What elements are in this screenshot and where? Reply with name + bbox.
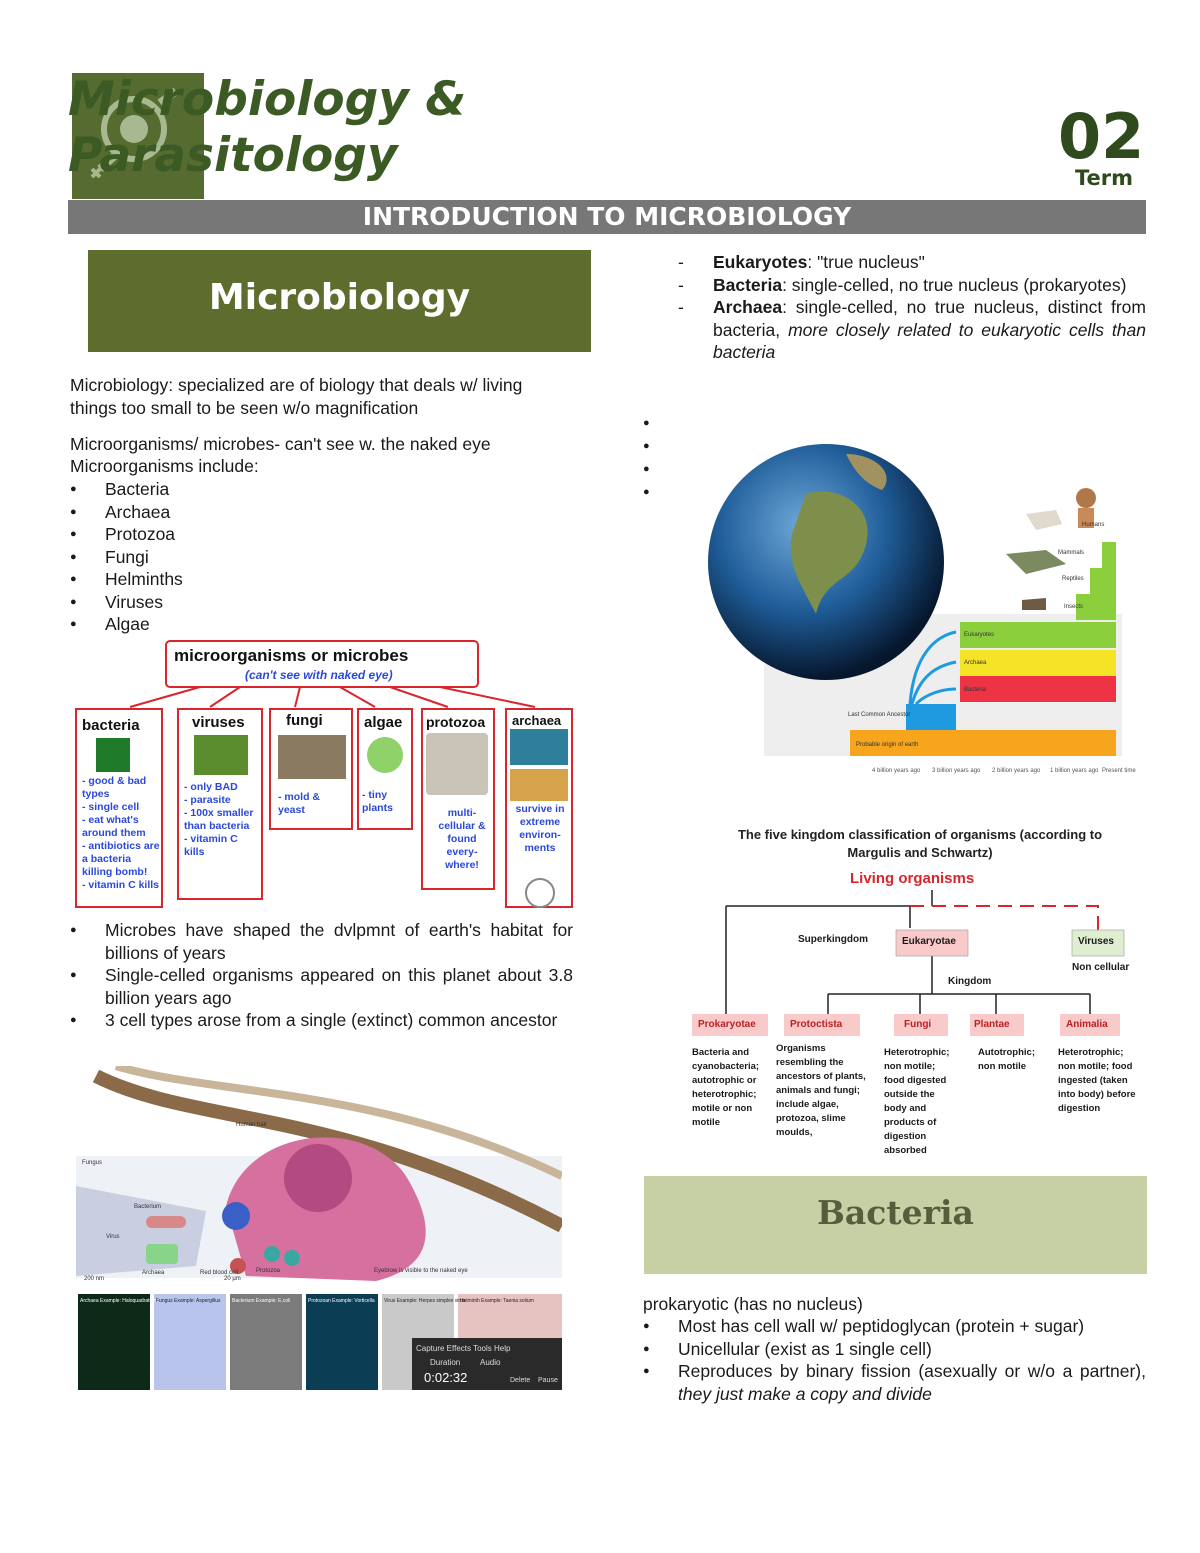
bacteria-intro: prokaryotic (has no nucleus): [643, 1294, 863, 1314]
scale-label-human-hair: Human hair: [236, 1122, 268, 1128]
group-notes-fungi: - mold & yeast: [278, 791, 320, 816]
scale-label-200nm: 200 nm: [84, 1276, 105, 1282]
microbes-diagram: [70, 637, 575, 910]
desc-archaea: : single-celled, no true nucleus, distinct from bacteria,: [713, 297, 1146, 340]
microbe-scale-figure: [76, 1066, 562, 1390]
course-title: [68, 72, 628, 184]
kingdom-root: Living organisms: [850, 870, 975, 887]
timeline-label-humans: Humans: [1082, 522, 1105, 528]
timeline-axis-4b: 4 billion years ago: [872, 768, 921, 774]
kingdom-desc-fungi: Heterotrophic; non motile; food digested outside the body and products of digestion absorbed: [884, 1047, 950, 1156]
evolution-timeline-figure: [706, 414, 1136, 796]
list-item: ● Algae: [70, 613, 470, 636]
kingdom-name-animalia: Animalia: [1066, 1019, 1108, 1030]
term-eukaryotes: Eukaryotes: [713, 252, 808, 272]
bacteria-item-text: Reproduces by binary fission (asexually or w/o a partner),: [678, 1361, 1146, 1381]
list-item: - Archaea: single-celled, no true nucleus, distinct from bacteria, more closely related to eukaryotic cells than bacteria: [678, 297, 1146, 362]
kingdom-name-prokaryotae: Prokaryotae: [698, 1019, 756, 1030]
kingdom-desc-prokaryotae: Bacteria and cyanobacteria; autotrophic or heterotrophic; motile or non motile: [692, 1047, 760, 1128]
desc-bacteria: : single-celled, no true nucleus (prokaryotes): [782, 274, 1127, 295]
kingdom-non-cellular: Non cellular: [1072, 962, 1130, 973]
desc-archaea-italic: more closely related to eukaryotic cells than bacteria: [713, 319, 1146, 362]
timeline-label-reptiles: Reptiles: [1062, 576, 1084, 582]
timeline-axis-present: Present time: [1102, 768, 1136, 774]
list-item: [643, 1360, 1146, 1405]
scale-label-20um: 20 μm: [224, 1276, 241, 1282]
course-title-line1: Microbiology &: [68, 72, 467, 127]
kingdom-name-protoctista: Protoctista: [790, 1019, 843, 1030]
player-menu: Capture Effects Tools Help: [416, 1344, 511, 1353]
kingdom-name-plantae: Plantae: [974, 1019, 1010, 1030]
group-name-fungi: fungi: [286, 712, 323, 729]
include-line: Microorganisms include:: [70, 456, 259, 476]
kingdom-diagram-title: The five kingdom classification of organisms (according to Margulis and Schwartz): [737, 827, 1103, 860]
microbes-diagram-title: microorganisms or microbes: [174, 646, 409, 665]
list-item: ● 3 cell types arose from a single (extinct) common ancestor: [70, 1009, 573, 1032]
scale-label-virus: Virus: [106, 1234, 120, 1240]
timeline-label-last-common-ancestor: Last Common Ancestor: [848, 712, 911, 718]
list-item: ● Viruses: [70, 591, 470, 614]
scale-label-red-blood-cell: Red blood cell: [200, 1270, 239, 1276]
microbes-diagram-subtitle: (can't see with naked eye): [245, 668, 393, 682]
section-title-microbiology: Microbiology: [88, 250, 591, 352]
timeline-label-bacteria: Bacteria: [964, 687, 987, 693]
bacteria-list: [643, 1315, 1146, 1405]
list-item: ● Bacteria: [70, 478, 470, 501]
list-item: ● Most has cell wall w/ peptidoglycan (protein + sugar): [643, 1315, 1146, 1338]
list-item: ● Helminths: [70, 568, 470, 591]
microbiology-definition: Microbiology: specialized are of biology that deals w/ living things too small to be seen w/o magnification: [70, 375, 523, 418]
scale-label-fungus: Fungus: [82, 1160, 103, 1166]
thumb-label-archaea: Archaea Example: Haloquadratum: [80, 1298, 157, 1304]
list-item: ● Fungi: [70, 546, 470, 569]
timeline-label-eukaryotes: Eukaryotes: [964, 632, 995, 638]
group-name-protozoa: protozoa: [426, 714, 486, 730]
cell-types-list: [678, 251, 1146, 364]
page-banner: INTRODUCTION TO MICROBIOLOGY: [68, 200, 1146, 234]
section-title-bacteria: Bacteria: [644, 1176, 1147, 1274]
kingdom-desc-protoctista: Organisms resembling the ancestors of plants, animals and fungi; include algae, protozoa, slime moulds,: [776, 1043, 866, 1138]
player-duration-label: Duration: [430, 1358, 461, 1367]
player-delete: Delete: [510, 1377, 531, 1384]
group-notes-protozoa: multi-cellular & found every-where!: [438, 807, 486, 871]
microbes-line: Microorganisms/ microbes- can't see w. the naked eye: [70, 434, 491, 454]
scale-label-protozoa: Protozoa: [256, 1268, 281, 1274]
list-item: ● Single-celled organisms appeared on this planet about 3.8 billion years ago: [70, 964, 573, 1009]
thumb-label-bacterium: Bacterium Example: E.coli: [232, 1298, 291, 1304]
thumb-label-fungus: Fungus Example: Aspergillus: [156, 1298, 221, 1304]
timeline-axis-1b: 1 billion years ago: [1050, 768, 1099, 774]
term-archaea: Archaea: [713, 297, 783, 317]
group-notes-viruses: - only BAD - parasite - 100x smaller than bacteria - vitamin C kills: [184, 781, 254, 858]
player-audio-label: Audio: [480, 1358, 501, 1367]
thumb-label-helminth: Helminth Example: Taenia solium: [460, 1298, 534, 1304]
timeline-label-mammals: Mammals: [1058, 550, 1085, 556]
list-item: ● Archaea: [70, 501, 470, 524]
list-item: ● Protozoa: [70, 523, 470, 546]
timeline-label-insects: Insects: [1064, 604, 1084, 610]
group-notes-algae: - tiny plants: [362, 789, 393, 814]
timeline-axis-2b: 2 billion years ago: [992, 768, 1041, 774]
term-number: 02: [1058, 100, 1145, 173]
list-item: ● Unicellular (exist as 1 single cell): [643, 1338, 1146, 1361]
group-name-bacteria: bacteria: [82, 717, 140, 734]
list-item: - Bacteria: single-celled, no true nucleus (prokaryotes): [678, 274, 1127, 295]
group-notes-archaea: survive in extreme environ-ments: [515, 803, 565, 854]
timeline-label-origin: Probable origin of earth: [856, 742, 919, 748]
kingdom-desc-animalia: Heterotrophic; non motile; food ingested (taken into body) before digestion: [1058, 1047, 1136, 1114]
scale-label-bacterium: Bacterium: [134, 1204, 162, 1210]
timeline-label-archaea: Archaea: [964, 660, 987, 666]
scale-label-eyebrow: Eyebrow is visible to the naked eye: [374, 1268, 468, 1274]
thumb-label-virus: Virus Example: Herpes simplex virus: [384, 1298, 466, 1304]
player-time: 0:02:32: [424, 1370, 468, 1385]
term-bacteria: Bacteria: [713, 274, 783, 295]
list-item: - Eukaryotes: "true nucleus": [678, 252, 925, 272]
kingdom-eukaryotae: Eukaryotae: [902, 936, 956, 947]
bacteria-item-italic: they just make a copy and divide: [678, 1383, 932, 1404]
group-name-archaea: archaea: [512, 713, 562, 728]
course-title-line2: Parasitology: [68, 128, 398, 183]
kingdom-name-fungi: Fungi: [904, 1019, 932, 1030]
microorganism-list: [70, 478, 470, 636]
kingdom-desc-plantae: Autotrophic; non motile: [978, 1047, 1035, 1072]
timeline-axis-3b: 3 billion years ago: [932, 768, 981, 774]
thumb-label-protozoan: Protozoan Example: Vorticella: [308, 1298, 375, 1304]
group-name-viruses: viruses: [192, 714, 245, 731]
desc-eukaryotes: : "true nucleus": [807, 252, 925, 272]
five-kingdom-diagram: [680, 824, 1142, 1164]
kingdom-superkingdom-label: Superkingdom: [798, 934, 869, 945]
player-pause: Pause: [538, 1377, 558, 1384]
kingdom-viruses: Viruses: [1078, 936, 1114, 947]
kingdom-kingdom-label: Kingdom: [948, 976, 992, 987]
scale-label-archaea: Archaea: [142, 1270, 165, 1276]
empty-bullets: ● ● ● ●: [643, 417, 650, 498]
group-notes-bacteria: - good & bad types - single cell - eat what's around them - antibiotics are a bacteria killing bomb! - vitamin C kills: [82, 775, 160, 891]
term-label: Term: [1075, 166, 1134, 190]
list-item: ● Microbes have shaped the dvlpmnt of earth's habitat for billions of years: [70, 919, 573, 964]
group-name-algae: algae: [364, 714, 403, 731]
microbe-facts-list: [70, 919, 573, 1032]
